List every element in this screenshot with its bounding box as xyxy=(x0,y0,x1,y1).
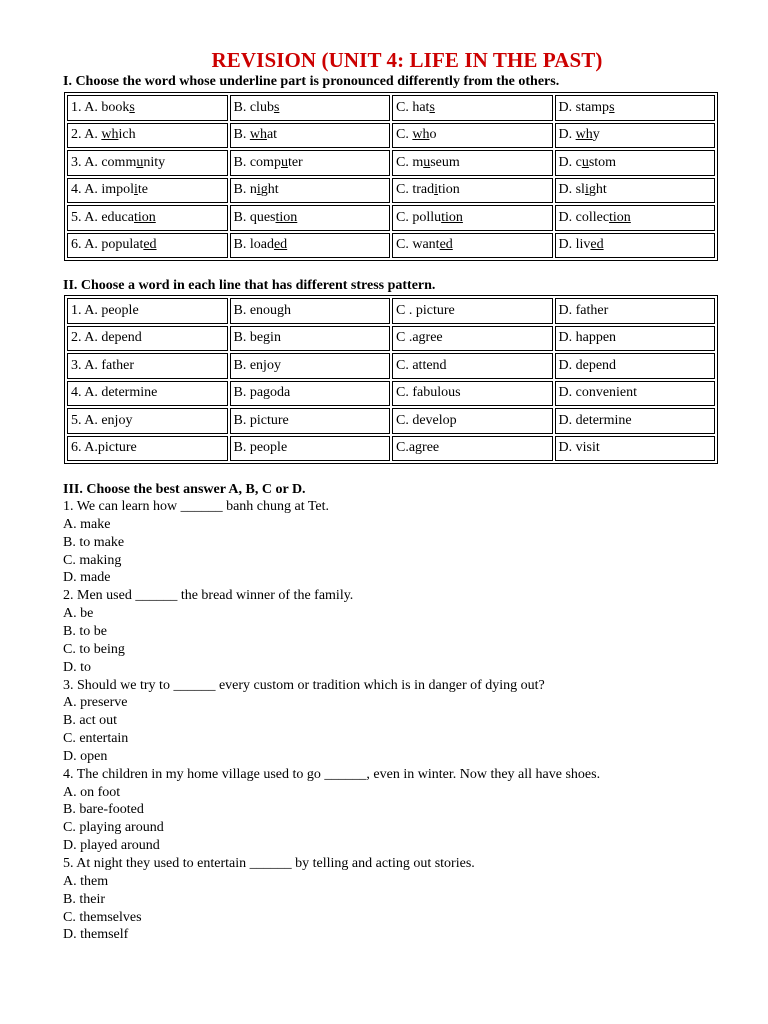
word-part: nity xyxy=(143,154,166,170)
underlined-part: tion xyxy=(275,209,298,225)
table-cell: B. pagoda xyxy=(230,381,391,407)
answer-option: A. make xyxy=(63,516,111,532)
underlined-part: ed xyxy=(143,237,157,253)
table-cell xyxy=(67,205,228,231)
underlined-part: tion xyxy=(133,209,156,225)
word-part: C. trad xyxy=(396,182,435,198)
table-cell: 2. A. depend xyxy=(67,326,228,352)
table-cell xyxy=(230,150,391,176)
table-row xyxy=(67,353,715,379)
underlined-part: ed xyxy=(439,237,453,253)
table-cell xyxy=(67,150,228,176)
table-cell xyxy=(67,95,228,121)
underlined-part: u xyxy=(280,154,288,170)
table-cell xyxy=(392,95,553,121)
word-part: D. sl xyxy=(558,182,585,198)
table-cell: D. convenient xyxy=(555,381,716,407)
table-cell: D. happen xyxy=(555,326,716,352)
table-cell xyxy=(392,205,553,231)
table-cell: D. determine xyxy=(555,408,716,434)
underlined-part: ed xyxy=(273,237,288,253)
table-cell: 1. A. people xyxy=(67,298,228,324)
word-part: 5. A. educa xyxy=(71,209,134,225)
word-part: stom xyxy=(588,154,617,170)
section3-heading: III. Choose the best answer A, B, C or D. xyxy=(63,482,306,497)
table-cell xyxy=(67,233,228,259)
table-cell: C. fabulous xyxy=(392,381,553,407)
word-part: C. hat xyxy=(396,99,430,115)
table-cell: C. attend xyxy=(392,353,553,379)
answer-option: B. act out xyxy=(63,713,118,729)
page-title: REVISION (UNIT 4: LIFE IN THE PAST) xyxy=(211,48,603,72)
word-part: C. xyxy=(396,127,413,143)
table-cell: D. visit xyxy=(555,436,716,462)
word-part: ght xyxy=(588,182,607,198)
word-part: D. collec xyxy=(558,209,610,225)
table-row xyxy=(67,233,715,259)
word-part: te xyxy=(137,182,149,198)
question-text: 1. We can learn how ______ banh chung at Tet. xyxy=(63,499,330,514)
table-cell: B. enough xyxy=(230,298,391,324)
question-text: 5. At night they used to entertain ______ by telling and acting out stories. xyxy=(63,856,475,871)
underlined-part: ed xyxy=(590,237,604,253)
underlined-part: wh xyxy=(101,127,119,143)
table-row xyxy=(67,381,715,407)
table-cell xyxy=(230,95,391,121)
underlined-part: u xyxy=(136,154,144,170)
answer-option: B. to make xyxy=(63,534,125,550)
word-part: B. ques xyxy=(233,209,276,225)
table-row xyxy=(67,326,715,352)
table-cell xyxy=(230,123,391,149)
word-part: B. xyxy=(233,127,250,143)
word-part: 4. A. impol xyxy=(71,182,135,198)
table-cell: C. develop xyxy=(392,408,553,434)
word-part: 2. A. xyxy=(71,127,102,143)
word-part: 6. A. populat xyxy=(71,237,144,253)
table-cell xyxy=(392,233,553,259)
table-cell xyxy=(392,123,553,149)
table-cell: 3. A. father xyxy=(67,353,228,379)
word-part: y xyxy=(592,127,600,143)
word-part: B. club xyxy=(233,99,274,115)
table-cell xyxy=(555,233,716,259)
table-row xyxy=(67,436,715,462)
answer-option: C. themselves xyxy=(63,909,142,925)
section1-heading: I. Choose the word whose underline part is pronounced differently from the others. xyxy=(63,74,560,89)
table-cell: D. depend xyxy=(555,353,716,379)
answer-option: A. be xyxy=(63,606,94,622)
underlined-part: tion xyxy=(441,209,463,225)
answer-option: D. open xyxy=(63,748,108,764)
table-cell: B. people xyxy=(230,436,391,462)
table-cell xyxy=(555,123,716,149)
table-cell xyxy=(67,178,228,204)
table-row xyxy=(67,298,715,324)
table-cell: B. enjoy xyxy=(230,353,391,379)
underlined-part: s xyxy=(129,99,135,115)
word-part: 1. A. book xyxy=(71,99,130,115)
table-cell: C .agree xyxy=(392,326,553,352)
underlined-part: i xyxy=(584,182,589,198)
table-cell: 5. A. enjoy xyxy=(67,408,228,434)
pronunciation-table xyxy=(64,92,718,261)
table-cell: C.agree xyxy=(392,436,553,462)
word-part: C. pollu xyxy=(396,209,442,225)
word-part: C. want xyxy=(396,237,440,253)
word-part: o xyxy=(429,127,437,143)
word-part: seum xyxy=(430,154,460,170)
answer-option: B. to be xyxy=(63,623,107,639)
underlined-part: wh xyxy=(249,127,267,143)
question-text: 2. Men used ______ the bread winner of the family. xyxy=(63,588,354,604)
table-cell: B. picture xyxy=(230,408,391,434)
answer-option: A. them xyxy=(63,873,109,889)
table-cell: B. begin xyxy=(230,326,391,352)
word-part: tion xyxy=(438,182,460,198)
word-part: 3. A. comm xyxy=(71,154,137,170)
table-cell: C . picture xyxy=(392,298,553,324)
underlined-part: i xyxy=(256,182,261,198)
answer-option: D. to xyxy=(63,659,91,675)
underlined-part: tion xyxy=(609,209,631,225)
underlined-part: i xyxy=(134,182,138,198)
underlined-part: u xyxy=(423,154,431,170)
underlined-part: s xyxy=(429,99,435,115)
table-cell xyxy=(230,178,391,204)
question-text: 4. The children in my home village used to go ______, even in winter. Now they all have shoes. xyxy=(63,766,601,782)
table-row xyxy=(67,205,715,231)
underlined-part: wh xyxy=(575,127,593,143)
table-cell xyxy=(67,123,228,149)
answer-option: D. played around xyxy=(63,838,160,854)
table-cell xyxy=(555,178,716,204)
section2-heading: II. Choose a word in each line that has different stress pattern. xyxy=(63,278,436,293)
table-cell xyxy=(555,150,716,176)
word-part: at xyxy=(266,127,278,143)
table-row xyxy=(67,95,715,121)
word-part: B. n xyxy=(233,182,257,198)
word-part: B. load xyxy=(233,237,274,253)
underlined-part: wh xyxy=(412,127,430,143)
table-row xyxy=(67,178,715,204)
word-part: D. liv xyxy=(558,237,591,253)
table-cell xyxy=(392,150,553,176)
table-cell xyxy=(392,178,553,204)
answer-option: C. entertain xyxy=(63,731,129,747)
word-part: D. stamp xyxy=(558,99,610,115)
answer-option: B. their xyxy=(63,891,105,907)
underlined-part: i xyxy=(434,182,438,198)
word-part: ght xyxy=(260,182,279,198)
answer-option: D. made xyxy=(63,570,111,586)
table-row xyxy=(67,123,715,149)
answer-option: A. on foot xyxy=(63,784,121,800)
word-part: D. c xyxy=(558,154,582,170)
answer-option: B. bare-footed xyxy=(63,802,144,818)
underlined-part: s xyxy=(609,99,615,115)
word-part: C. m xyxy=(396,154,424,170)
answer-option: A. preserve xyxy=(63,695,128,711)
word-part: ich xyxy=(118,127,136,143)
word-part: D. xyxy=(558,127,576,143)
table-cell xyxy=(230,233,391,259)
table-cell: D. father xyxy=(555,298,716,324)
question-text: 3. Should we try to ______ every custom or tradition which is in danger of dying out? xyxy=(63,677,545,693)
answer-option: C. making xyxy=(63,552,122,568)
word-part: ter xyxy=(287,154,303,170)
word-part: B. comp xyxy=(233,154,281,170)
table-cell xyxy=(230,205,391,231)
underlined-part: s xyxy=(273,99,280,115)
table-cell: 6. A.picture xyxy=(67,436,228,462)
table-row xyxy=(67,150,715,176)
answer-option: D. themself xyxy=(63,927,129,943)
answer-option: C. playing around xyxy=(63,820,164,836)
stress-pattern-table xyxy=(64,295,718,464)
table-cell xyxy=(555,95,716,121)
table-cell: 4. A. determine xyxy=(67,381,228,407)
table-cell xyxy=(555,205,716,231)
table-row xyxy=(67,408,715,434)
answer-option: C. to being xyxy=(63,641,125,657)
underlined-part: u xyxy=(581,154,589,170)
